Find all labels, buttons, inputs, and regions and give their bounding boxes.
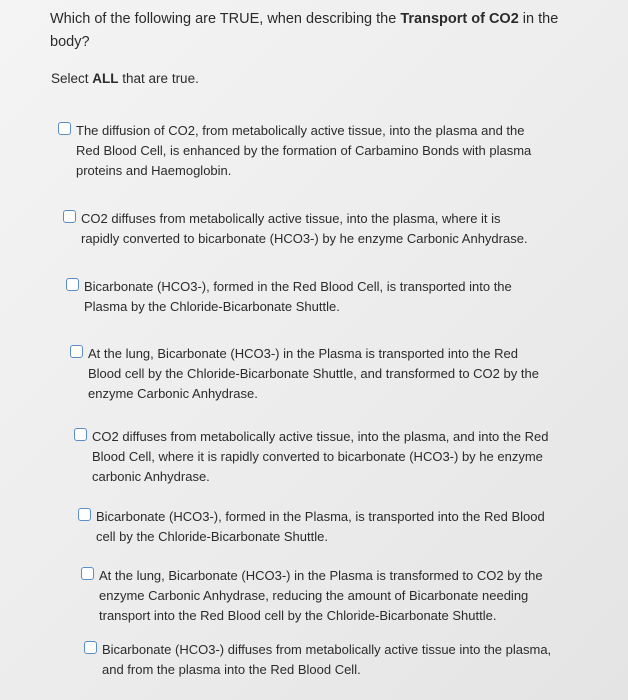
option-8[interactable] [84,640,551,680]
instruction-text [51,69,199,89]
option-7[interactable] [81,566,543,626]
option-2-checkbox[interactable] [63,210,76,223]
option-3-label: Bicarbonate (HCO3-), formed in the Red Blood Cell, is transported into the Plasma by the Chloride-Bicarbonate Shuttle. [84,279,512,314]
option-5[interactable] [74,427,548,487]
option-7-label: At the lung, Bicarbonate (HCO3-) in the Plasma is transformed to CO2 by the enzyme Carbonic Anhydrase, reducing the amount of Bicarbonate needing transport into the Red Blood cell by the Chloride-Bicarbonate Shuttle. [99,568,543,623]
option-1-checkbox[interactable] [58,122,71,135]
option-3[interactable] [66,277,512,317]
option-4[interactable] [70,344,539,404]
option-6-checkbox[interactable] [78,508,91,521]
option-1[interactable] [58,121,531,181]
question-prefix: Which of the following are TRUE, when describing the [50,11,401,27]
option-5-checkbox[interactable] [74,428,87,441]
question-text [50,8,570,54]
option-1-label: The diffusion of CO2, from metabolically active tissue, into the plasma and the Red Blood Cell, is enhanced by the formation of Carbamino Bonds with plasma proteins and Haemoglobin. [76,123,532,178]
option-2-label: CO2 diffuses from metabolically active tissue, into the plasma, where it is rapidly converted to bicarbonate (HCO3-) by he enzyme Carbonic Anhydrase. [81,211,528,246]
option-2[interactable] [63,209,528,249]
question-suffix: in the body? [50,11,559,50]
instruction-suffix: that are true. [118,71,199,86]
option-5-label: CO2 diffuses from metabolically active tissue, into the plasma, and into the Red Blood Cell, where it is rapidly converted to bicarbonate (HCO3-) by he enzyme carbonic Anhydrase. [92,429,549,484]
option-7-checkbox[interactable] [81,567,94,580]
option-3-checkbox[interactable] [66,278,79,291]
instruction-prefix: Select [51,71,93,86]
option-8-checkbox[interactable] [84,641,97,654]
option-8-label: Bicarbonate (HCO3-) diffuses from metabolically active tissue into the plasma, and from the plasma into the Red Blood Cell. [102,642,552,677]
option-6[interactable] [78,507,545,547]
option-4-checkbox[interactable] [70,345,83,358]
instruction-emphasis: ALL [92,71,119,86]
question-emphasis: Transport of CO2 [400,11,519,27]
option-4-label: At the lung, Bicarbonate (HCO3-) in the Plasma is transported into the Red Blood cell by the Chloride-Bicarbonate Shuttle, and transformed to CO2 by the enzyme Carbonic Anhydrase. [88,346,539,401]
option-6-label: Bicarbonate (HCO3-), formed in the Plasma, is transported into the Red Blood cell by the Chloride-Bicarbonate Shuttle. [96,509,545,544]
